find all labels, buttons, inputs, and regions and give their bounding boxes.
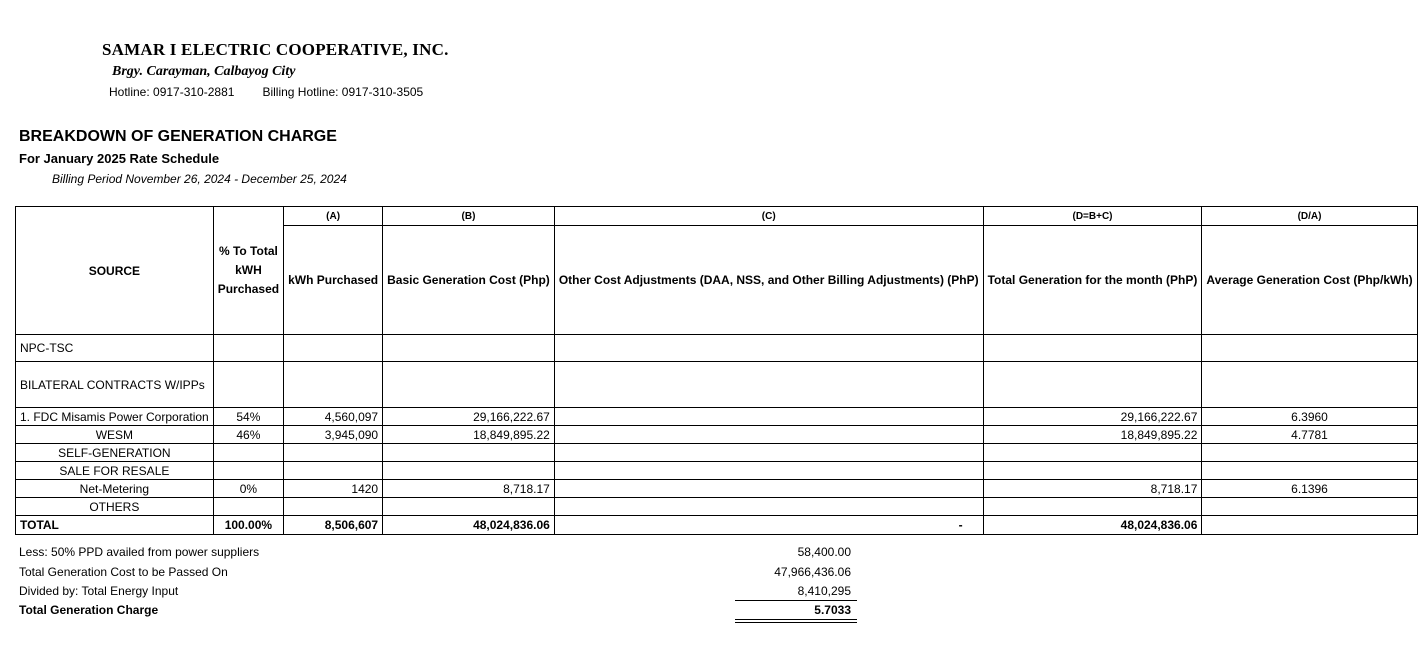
row-basic: [383, 498, 555, 516]
row-total: [983, 362, 1202, 408]
table-row: [16, 362, 1418, 408]
summary-value-ppd: 58,400.00: [797, 545, 851, 559]
row-total: 29,166,222.67: [983, 408, 1202, 426]
total-generation: 48,024,836.06: [983, 516, 1202, 535]
company-address: Brgy. Carayman, Calbayog City: [112, 64, 296, 79]
row-kwh: [284, 335, 383, 362]
row-total: [983, 498, 1202, 516]
row-total: 8,718.17: [983, 480, 1202, 498]
double-underline-top: [735, 619, 857, 620]
table-row: [16, 408, 1418, 426]
row-other: [554, 426, 983, 444]
row-kwh: 4,560,097: [284, 408, 383, 426]
row-total: [983, 462, 1202, 480]
summary-label-cost: Total Generation Cost to be Passed On: [19, 565, 228, 579]
row-avg: [1202, 444, 1417, 462]
row-kwh: [284, 462, 383, 480]
row-pct: [213, 335, 283, 362]
row-avg: [1202, 462, 1417, 480]
row-basic: 18,849,895.22: [383, 426, 555, 444]
row-source: SELF-GENERATION: [16, 444, 214, 462]
kwh-header: kWh Purchased: [284, 226, 383, 335]
row-source: Net-Metering: [16, 480, 214, 498]
other-adjustments-header: Other Cost Adjustments (DAA, NSS, and Other Billing Adjustments) (PhP): [554, 226, 983, 335]
table-row: [16, 335, 1418, 362]
summary-value-energy: 8,410,295: [797, 584, 851, 598]
total-label: TOTAL: [16, 516, 214, 535]
double-underline-bottom: [735, 622, 857, 623]
row-source: OTHERS: [16, 498, 214, 516]
row-source: WESM: [16, 426, 214, 444]
total-generation-header: Total Generation for the month (PhP): [983, 226, 1202, 335]
average-cost-header: Average Generation Cost (Php/kWh): [1202, 226, 1417, 335]
row-kwh: [284, 362, 383, 408]
pct-header: % To Total kWH Purchased: [213, 207, 283, 335]
row-basic: 8,718.17: [383, 480, 555, 498]
summary-value-charge: 5.7033: [814, 603, 851, 617]
row-basic: [383, 462, 555, 480]
total-kwh: 8,506,607: [284, 516, 383, 535]
row-other: [554, 335, 983, 362]
row-avg: 4.7781: [1202, 426, 1417, 444]
row-pct: [213, 444, 283, 462]
table-row: [16, 426, 1418, 444]
row-source: BILATERAL CONTRACTS W/IPPs: [16, 362, 214, 408]
row-avg: [1202, 498, 1417, 516]
col-code-avg: (D/A): [1202, 207, 1417, 226]
row-other: [554, 480, 983, 498]
table-row: [16, 462, 1418, 480]
document-subtitle: For January 2025 Rate Schedule: [19, 151, 220, 166]
row-pct: [213, 362, 283, 408]
row-other: [554, 408, 983, 426]
summary-label-ppd: Less: 50% PPD availed from power suppliers: [19, 545, 260, 559]
row-source: SALE FOR RESALE: [16, 462, 214, 480]
summary-label-charge: Total Generation Charge: [19, 603, 159, 617]
row-other: [554, 498, 983, 516]
row-avg: [1202, 362, 1417, 408]
col-code-c: (C): [554, 207, 983, 226]
company-name: SAMAR I ELECTRIC COOPERATIVE, INC.: [102, 40, 449, 59]
col-code-b: (B): [383, 207, 555, 226]
row-pct: 54%: [213, 408, 283, 426]
generation-charge-table: [15, 206, 1418, 535]
row-source: 1. FDC Misamis Power Corporation: [16, 408, 214, 426]
total-other: -: [554, 516, 983, 535]
row-kwh: [284, 498, 383, 516]
col-code-a: (A): [284, 207, 383, 226]
row-kwh: 1420: [284, 480, 383, 498]
summary-divider: [735, 600, 857, 601]
total-row: [16, 516, 1418, 535]
row-total: 18,849,895.22: [983, 426, 1202, 444]
source-header: SOURCE: [16, 207, 214, 335]
row-basic: [383, 335, 555, 362]
row-pct: [213, 462, 283, 480]
document-title: BREAKDOWN OF GENERATION CHARGE: [19, 128, 337, 145]
row-basic: [383, 444, 555, 462]
total-pct: 100.00%: [213, 516, 283, 535]
row-basic: [383, 362, 555, 408]
row-basic: 29,166,222.67: [383, 408, 555, 426]
row-other: [554, 362, 983, 408]
row-kwh: [284, 444, 383, 462]
hotline: Hotline: 0917-310-2881: [109, 85, 235, 99]
table-row: [16, 444, 1418, 462]
basic-cost-header: Basic Generation Cost (Php): [383, 226, 555, 335]
col-code-d: (D=B+C): [983, 207, 1202, 226]
row-avg: 6.3960: [1202, 408, 1417, 426]
row-total: [983, 444, 1202, 462]
hotlines: [109, 85, 423, 99]
row-pct: [213, 498, 283, 516]
column-code-row: [16, 207, 1418, 226]
row-pct: 46%: [213, 426, 283, 444]
billing-hotline: Billing Hotline: 0917-310-3505: [262, 85, 424, 99]
row-pct: 0%: [213, 480, 283, 498]
total-basic: 48,024,836.06: [383, 516, 555, 535]
row-source: NPC-TSC: [16, 335, 214, 362]
table-row: [16, 480, 1418, 498]
row-other: [554, 462, 983, 480]
row-avg: 6.1396: [1202, 480, 1417, 498]
summary-value-cost: 47,966,436.06: [774, 565, 851, 579]
summary-label-energy: Divided by: Total Energy Input: [19, 584, 179, 598]
row-kwh: 3,945,090: [284, 426, 383, 444]
total-avg: [1202, 516, 1417, 535]
row-other: [554, 444, 983, 462]
row-avg: [1202, 335, 1417, 362]
billing-period: Billing Period November 26, 2024 - December 25, 2024: [52, 172, 347, 186]
row-total: [983, 335, 1202, 362]
table-row: [16, 498, 1418, 516]
